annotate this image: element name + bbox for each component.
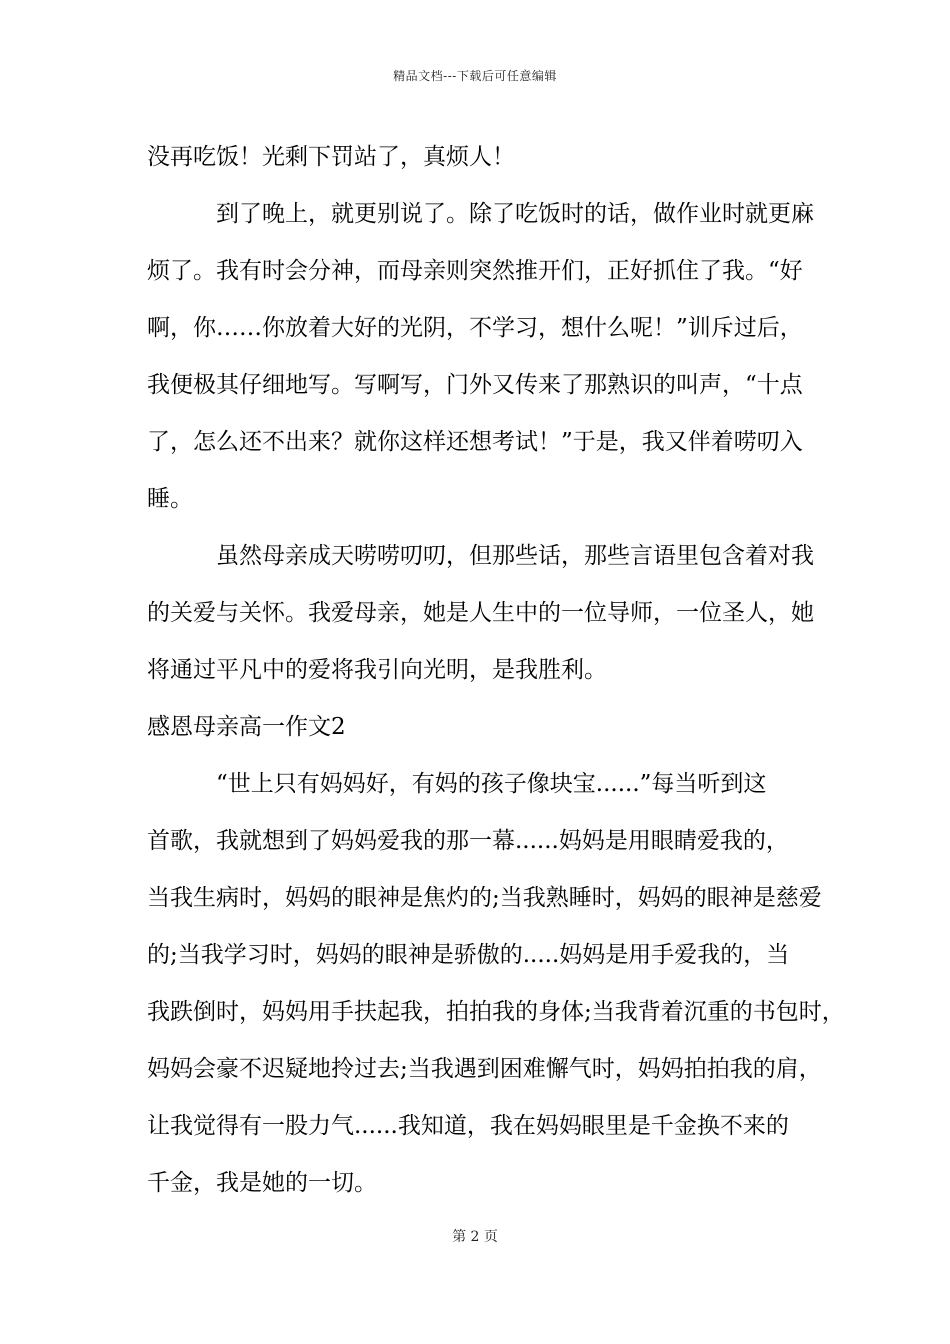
text-line: 没再吃饭！光剩下罚站了，真烦人！: [147, 144, 515, 170]
text-line: 当我生病时，妈妈的眼神是焦灼的;当我熟睡时，妈妈的眼神是慈爱: [147, 885, 822, 911]
text-line: 的关爱与关怀。我爱母亲，她是人生中的一位导师，一位圣人，她: [147, 600, 814, 626]
page-number: 第 2 页: [452, 1229, 498, 1245]
text-line: 烦了。我有时会分神，而母亲则突然推开们，正好抓住了我。“好: [147, 258, 803, 284]
text-line: 让我觉得有一股力气......我知道，我在妈妈眼里是千金换不来的: [147, 1113, 789, 1139]
text-line: 我便极其仔细地写。写啊写，门外又传来了那熟识的叫声，“十点: [147, 372, 803, 398]
text-line: 的;当我学习时，妈妈的眼神是骄傲的.....妈妈是用手爱我的，当: [147, 942, 790, 968]
text-line: 我跌倒时，妈妈用手扶起我，拍拍我的身体;当我背着沉重的书包时，: [147, 999, 845, 1025]
text-line: 虽然母亲成天唠唠叨叨，但那些话，那些言语里包含着对我: [216, 543, 814, 569]
body-text: [147, 129, 845, 1212]
text-line: 啊，你……你放着大好的光阴，不学习，想什么呢！”训斥过后，: [147, 315, 803, 341]
text-line: 妈妈会豪不迟疑地拎过去;当我遇到困难懈气时，妈妈拍拍我的肩，: [147, 1056, 822, 1082]
section-title: 感恩母亲高一作文2: [147, 714, 346, 740]
text-line: “世上只有妈妈好，有妈的孩子像块宝......”每当听到这: [216, 771, 767, 797]
text-line: 将通过平凡中的爱将我引向光明，是我胜利。: [147, 657, 607, 683]
text-line: 到了晚上，就更别说了。除了吃饭时的话，做作业时就更麻: [216, 201, 814, 227]
text-line: 首歌，我就想到了妈妈爱我的那一幕......妈妈是用眼睛爱我的，: [147, 828, 789, 854]
text-line: 千金，我是她的一切。: [147, 1170, 377, 1196]
text-line: 了，怎么还不出来？就你这样还想考试！”于是，我又伴着唠叨入: [147, 429, 803, 455]
page-header: 精品文档---下载后可任意编辑: [393, 69, 557, 83]
text-line: 睡。: [147, 486, 193, 512]
